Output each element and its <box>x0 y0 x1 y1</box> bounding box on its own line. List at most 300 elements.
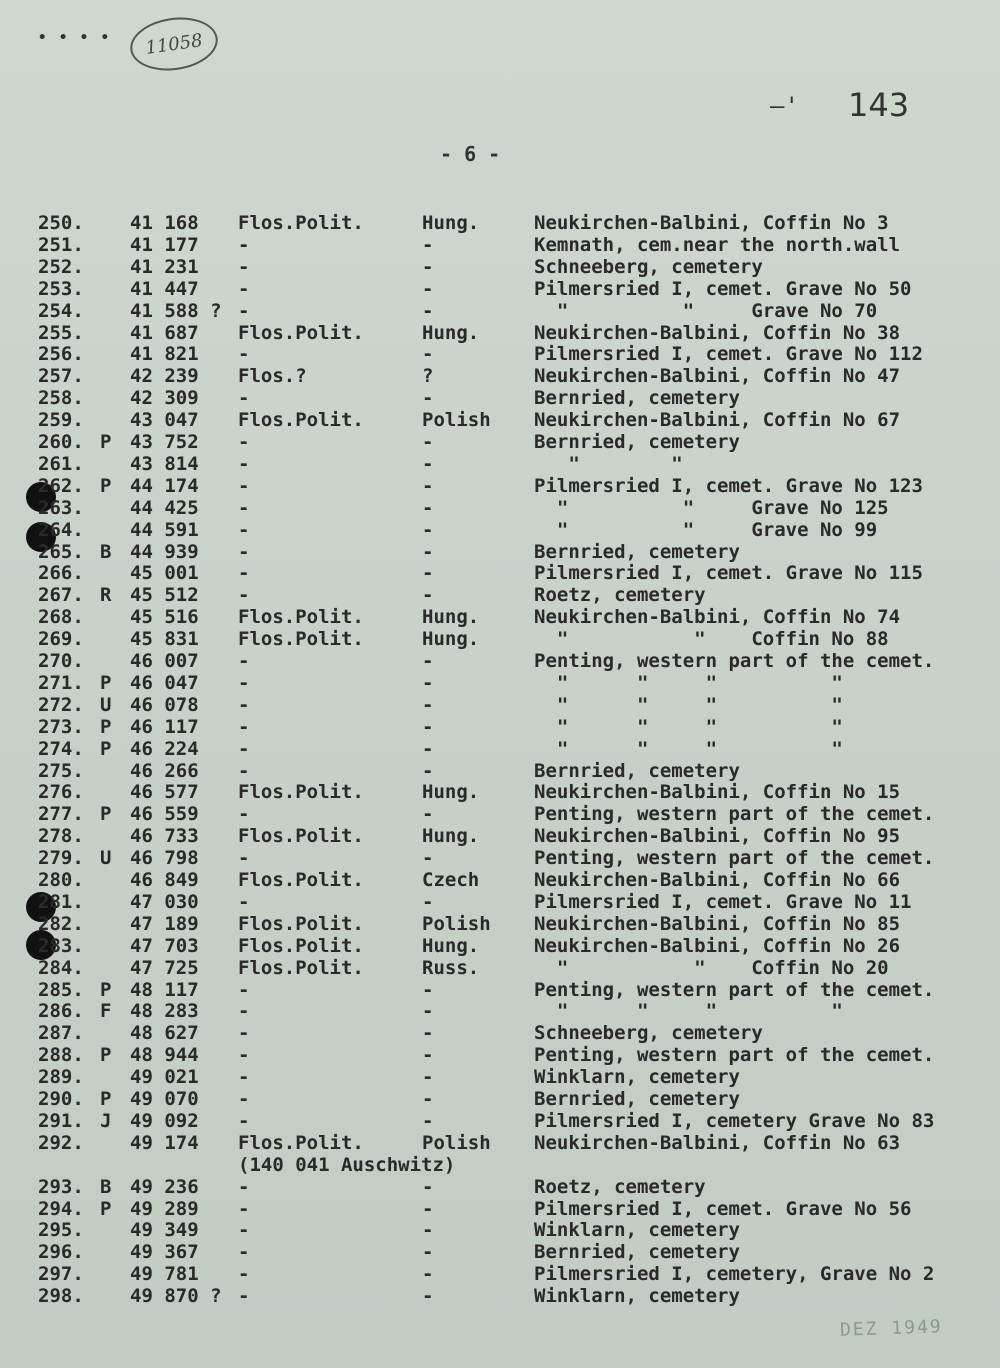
category: - <box>238 387 250 410</box>
record-number: 260. <box>38 431 84 453</box>
prefix-letter: P <box>100 431 112 453</box>
category: Flos.Polit. <box>238 956 364 979</box>
prisoner-number: 46 007 <box>130 650 199 672</box>
prisoner-number: 49 367 <box>130 1241 199 1264</box>
record-number: 295. <box>38 1219 84 1242</box>
list-item <box>0 1110 1000 1132</box>
prisoner-number: 44 425 <box>130 496 199 519</box>
prefix-letter: P <box>100 737 112 760</box>
category: - <box>238 299 250 322</box>
dash-mark: –' <box>770 92 799 120</box>
prisoner-number: 41 168 <box>130 212 199 234</box>
prisoner-number: 45 831 <box>130 628 199 651</box>
list-item <box>0 606 1000 628</box>
category: Flos.Polit. <box>238 781 364 804</box>
category: Flos.Polit. <box>238 912 364 935</box>
nationality: - <box>422 978 434 1001</box>
nationality: - <box>422 452 434 475</box>
list-item <box>0 562 1000 584</box>
category: Flos.Polit. <box>238 409 364 432</box>
nationality: Hung. <box>422 825 480 848</box>
record-number: 262. <box>38 474 84 497</box>
list-item <box>0 1132 1000 1154</box>
nationality: - <box>422 496 434 519</box>
record-number: 263. <box>38 496 84 519</box>
category: - <box>238 1263 250 1286</box>
burial-location: Penting, western part of the cemet. <box>534 803 935 826</box>
prisoner-number: 41 821 <box>130 343 199 366</box>
prisoner-number: 49 781 <box>130 1263 199 1286</box>
burial-location: Penting, western part of the cemet. <box>534 1044 935 1067</box>
category: - <box>238 1066 250 1089</box>
category: - <box>238 650 250 672</box>
record-number: 258. <box>38 387 84 410</box>
list-item <box>0 803 1000 825</box>
category: - <box>238 1109 250 1132</box>
list-item <box>0 1263 1000 1285</box>
list-item <box>0 935 1000 957</box>
list-item <box>0 322 1000 344</box>
record-number: 272. <box>38 693 84 716</box>
prisoner-number: 42 239 <box>130 365 199 388</box>
prisoner-number: 49 070 <box>130 1088 199 1110</box>
prisoner-number: 41 447 <box>130 277 199 300</box>
burial-location: " " " " <box>534 715 843 738</box>
burial-location: Bernried, cemetery <box>534 1088 740 1110</box>
burial-location: " " " " <box>534 737 843 760</box>
list-item <box>0 650 1000 672</box>
nationality: Russ. <box>422 956 480 979</box>
category: Flos.Polit. <box>238 825 364 848</box>
burial-location: Pilmersried I, cemetery Grave No 83 <box>534 1109 935 1132</box>
page-subnumber: - 6 - <box>440 142 501 166</box>
burial-location: " " Grave No 125 <box>534 496 889 519</box>
record-number: 292. <box>38 1131 84 1154</box>
category: - <box>238 474 250 497</box>
prisoner-number: 48 944 <box>130 1044 199 1067</box>
category: - <box>238 1219 250 1242</box>
burial-location: Bernried, cemetery <box>534 431 740 453</box>
archive-number-stamp: 11058 <box>127 12 221 76</box>
prisoner-number: 44 174 <box>130 474 199 497</box>
record-number: 264. <box>38 518 84 541</box>
list-item <box>0 1000 1000 1022</box>
category: - <box>238 737 250 760</box>
list-item <box>0 869 1000 891</box>
prefix-letter: B <box>100 1175 112 1198</box>
record-number: 252. <box>38 255 84 278</box>
nationality: Hung. <box>422 212 480 234</box>
record-number: 296. <box>38 1241 84 1264</box>
record-number: 291. <box>38 1109 84 1132</box>
nationality: Hung. <box>422 934 480 957</box>
list-item <box>0 738 1000 760</box>
list-item <box>0 584 1000 606</box>
record-number: 259. <box>38 409 84 432</box>
record-number: 267. <box>38 584 84 607</box>
nationality: Hung. <box>422 606 480 629</box>
prefix-letter: P <box>100 978 112 1001</box>
nationality: Hung. <box>422 781 480 804</box>
burial-location: Neukirchen-Balbini, Coffin No 63 <box>534 1131 901 1154</box>
record-number: 279. <box>38 847 84 870</box>
list-item <box>0 431 1000 453</box>
prisoner-number: 41 588 ? <box>130 299 222 322</box>
category: - <box>238 759 250 782</box>
category: - <box>238 803 250 826</box>
burial-location: Neukirchen-Balbini, Coffin No 38 <box>534 321 901 344</box>
list-item <box>0 278 1000 300</box>
nationality: - <box>422 584 434 607</box>
record-number: 289. <box>38 1066 84 1089</box>
nationality: - <box>422 890 434 913</box>
burial-location: " " <box>534 452 683 475</box>
burial-location: " " " " <box>534 671 843 694</box>
prisoner-number: 41 231 <box>130 255 199 278</box>
burial-location: Neukirchen-Balbini, Coffin No 15 <box>534 781 901 804</box>
list-item <box>0 497 1000 519</box>
category: - <box>238 452 250 475</box>
prisoner-number: 45 512 <box>130 584 199 607</box>
prisoner-number: 45 516 <box>130 606 199 629</box>
nationality: ? <box>422 365 434 388</box>
prisoner-number: 46 266 <box>130 759 199 782</box>
list-item <box>0 234 1000 256</box>
prisoner-number: 41 687 <box>130 321 199 344</box>
prisoner-number: 49 289 <box>130 1197 199 1220</box>
date-stamp: DEZ 1949 <box>839 1316 944 1341</box>
prisoner-number: 42 309 <box>130 387 199 410</box>
record-number: 268. <box>38 606 84 629</box>
nationality: - <box>422 1285 434 1308</box>
prefix-letter: P <box>100 671 112 694</box>
record-number: 255. <box>38 321 84 344</box>
category: Flos.Polit. <box>238 321 364 344</box>
burial-location: Pilmersried I, cemet. Grave No 123 <box>534 474 923 497</box>
nationality: - <box>422 1175 434 1198</box>
category: Flos.? <box>238 365 307 388</box>
nationality: - <box>422 759 434 782</box>
record-number: 282. <box>38 912 84 935</box>
record-number: 283. <box>38 934 84 957</box>
burial-location: Neukirchen-Balbini, Coffin No 66 <box>534 869 901 891</box>
prefix-letter: P <box>100 1044 112 1067</box>
list-item <box>0 716 1000 738</box>
prisoner-number: 49 174 <box>130 1131 199 1154</box>
nationality: - <box>422 431 434 453</box>
list-item <box>0 1285 1000 1307</box>
list-item <box>0 256 1000 278</box>
record-number: 277. <box>38 803 84 826</box>
record-number: 276. <box>38 781 84 804</box>
category: - <box>238 1088 250 1110</box>
burial-location: " " Grave No 70 <box>534 299 878 322</box>
burial-location: " " " " <box>534 693 843 716</box>
record-number: 288. <box>38 1044 84 1067</box>
corner-dots: • • • • <box>38 30 112 46</box>
nationality: Polish <box>422 1131 491 1154</box>
category: Flos.Polit. <box>238 212 364 234</box>
burial-location: Winklarn, cemetery <box>534 1219 740 1242</box>
category: - <box>238 343 250 366</box>
list-item <box>0 694 1000 716</box>
category: Flos.Polit. <box>238 1131 364 1154</box>
prefix-letter: P <box>100 474 112 497</box>
list-item <box>0 1176 1000 1198</box>
prefix-letter: F <box>100 1000 112 1023</box>
list-item <box>0 300 1000 322</box>
nationality: Polish <box>422 409 491 432</box>
prisoner-number: 49 021 <box>130 1066 199 1089</box>
burial-location: Penting, western part of the cemet. <box>534 978 935 1001</box>
category: - <box>238 1175 250 1198</box>
burial-location: " " Grave No 99 <box>534 518 878 541</box>
nationality: - <box>422 277 434 300</box>
record-number: 293. <box>38 1175 84 1198</box>
category: - <box>238 890 250 913</box>
list-item <box>0 825 1000 847</box>
list-item <box>0 1198 1000 1220</box>
nationality: - <box>422 474 434 497</box>
list-item <box>0 891 1000 913</box>
prisoner-number: 43 047 <box>130 409 199 432</box>
list-item <box>0 760 1000 782</box>
category: - <box>238 562 250 585</box>
record-number: 298. <box>38 1285 84 1308</box>
prisoner-number: 47 725 <box>130 956 199 979</box>
list-item <box>0 913 1000 935</box>
burial-location: Pilmersried I, cemet. Grave No 115 <box>534 562 923 585</box>
list-item <box>0 1219 1000 1241</box>
nationality: - <box>422 693 434 716</box>
list-item <box>0 453 1000 475</box>
prisoner-number: 48 627 <box>130 1022 199 1045</box>
category: - <box>238 233 250 256</box>
prisoner-number: 44 591 <box>130 518 199 541</box>
burial-location: Kemnath, cem.near the north.wall <box>534 233 901 256</box>
record-number: 284. <box>38 956 84 979</box>
burial-location: " " Coffin No 20 <box>534 956 889 979</box>
nationality: - <box>422 847 434 870</box>
nationality: - <box>422 803 434 826</box>
nationality: - <box>422 343 434 366</box>
category: - <box>238 671 250 694</box>
list-item <box>0 365 1000 387</box>
prisoner-number: 49 092 <box>130 1109 199 1132</box>
burial-location: Bernried, cemetery <box>534 540 740 563</box>
record-number: 290. <box>38 1088 84 1110</box>
prefix-letter: U <box>100 693 112 716</box>
burial-location: " " " " <box>534 1000 843 1023</box>
prisoner-number: 46 559 <box>130 803 199 826</box>
category: - <box>238 847 250 870</box>
burial-location: Bernried, cemetery <box>534 759 740 782</box>
nationality: Hung. <box>422 628 480 651</box>
category: - <box>238 584 250 607</box>
category: - <box>238 1022 250 1045</box>
category: - <box>238 693 250 716</box>
nationality: - <box>422 387 434 410</box>
category: - <box>238 1285 250 1308</box>
nationality: - <box>422 1044 434 1067</box>
prisoner-number: 49 870 ? <box>130 1285 222 1308</box>
prisoner-number: 46 078 <box>130 693 199 716</box>
record-number: 271. <box>38 671 84 694</box>
nationality: - <box>422 1219 434 1242</box>
nationality: - <box>422 299 434 322</box>
record-number: 275. <box>38 759 84 782</box>
nationality: - <box>422 1088 434 1110</box>
prisoner-number: 49 236 <box>130 1175 199 1198</box>
prisoner-number: 46 798 <box>130 847 199 870</box>
list-item <box>0 519 1000 541</box>
prisoner-number: 46 117 <box>130 715 199 738</box>
burial-location: Neukirchen-Balbini, Coffin No 67 <box>534 409 901 432</box>
burial-location: Winklarn, cemetery <box>534 1285 740 1308</box>
prisoner-number: 45 001 <box>130 562 199 585</box>
category: - <box>238 978 250 1001</box>
record-number: 294. <box>38 1197 84 1220</box>
prefix-letter: J <box>100 1109 112 1132</box>
category: Flos.Polit. <box>238 869 364 891</box>
prefix-letter: P <box>100 715 112 738</box>
nationality: - <box>422 540 434 563</box>
category: - <box>238 1197 250 1220</box>
record-number: 265. <box>38 540 84 563</box>
burial-location: Neukirchen-Balbini, Coffin No 74 <box>534 606 901 629</box>
list-item <box>0 847 1000 869</box>
prefix-letter: U <box>100 847 112 870</box>
nationality: Czech <box>422 869 480 891</box>
burial-location: Pilmersried I, cemet. Grave No 112 <box>534 343 923 366</box>
nationality: - <box>422 737 434 760</box>
category: - <box>238 277 250 300</box>
list-item <box>0 1154 1000 1176</box>
list-item <box>0 1241 1000 1263</box>
prisoner-number: 46 733 <box>130 825 199 848</box>
prefix-letter: P <box>100 803 112 826</box>
nationality: - <box>422 518 434 541</box>
record-number: 287. <box>38 1022 84 1045</box>
burial-location: Pilmersried I, cemetery, Grave No 2 <box>534 1263 935 1286</box>
prisoner-number: 48 283 <box>130 1000 199 1023</box>
burial-location: Neukirchen-Balbini, Coffin No 95 <box>534 825 901 848</box>
list-item <box>0 957 1000 979</box>
nationality: Polish <box>422 912 491 935</box>
list-item <box>0 387 1000 409</box>
nationality: - <box>422 1022 434 1045</box>
prisoner-number: 48 117 <box>130 978 199 1001</box>
prefix-letter: B <box>100 540 112 563</box>
category: Flos.Polit. <box>238 628 364 651</box>
page-number: 143 <box>848 86 910 124</box>
burial-location: Pilmersried I, cemet. Grave No 56 <box>534 1197 912 1220</box>
burial-location: Penting, western part of the cemet. <box>534 650 935 672</box>
record-number: 281. <box>38 890 84 913</box>
list-item <box>0 1022 1000 1044</box>
category: - <box>238 496 250 519</box>
nationality: - <box>422 1241 434 1264</box>
prisoner-number: 43 814 <box>130 452 199 475</box>
prisoner-number: 47 030 <box>130 890 199 913</box>
record-number: 253. <box>38 277 84 300</box>
list-item <box>0 672 1000 694</box>
burial-location: Pilmersried I, cemet. Grave No 11 <box>534 890 912 913</box>
record-number: 297. <box>38 1263 84 1286</box>
record-number: 278. <box>38 825 84 848</box>
burial-location: Bernried, cemetery <box>534 1241 740 1264</box>
record-number: 250. <box>38 212 84 234</box>
burial-location: Neukirchen-Balbini, Coffin No 3 <box>534 212 889 234</box>
prefix-letter: P <box>100 1197 112 1220</box>
list-item <box>0 212 1000 234</box>
category: - <box>238 255 250 278</box>
burial-location: Winklarn, cemetery <box>534 1066 740 1089</box>
burial-location: Roetz, cemetery <box>534 584 706 607</box>
category: - <box>238 715 250 738</box>
prefix-letter: R <box>100 584 112 607</box>
list-item <box>0 1066 1000 1088</box>
record-number: 269. <box>38 628 84 651</box>
list-item <box>0 343 1000 365</box>
prisoner-number: 46 849 <box>130 869 199 891</box>
prisoner-number: 46 577 <box>130 781 199 804</box>
list-item <box>0 1044 1000 1066</box>
category: - <box>238 1044 250 1067</box>
record-number: 266. <box>38 562 84 585</box>
burial-location: " " Coffin No 88 <box>534 628 889 651</box>
list-item <box>0 541 1000 563</box>
list-item <box>0 628 1000 650</box>
category: Flos.Polit. <box>238 934 364 957</box>
prisoner-number: 47 703 <box>130 934 199 957</box>
record-number: 257. <box>38 365 84 388</box>
nationality: - <box>422 1000 434 1023</box>
record-number: 274. <box>38 737 84 760</box>
nationality: - <box>422 671 434 694</box>
record-number: 256. <box>38 343 84 366</box>
burial-location: Neukirchen-Balbini, Coffin No 47 <box>534 365 901 388</box>
nationality: - <box>422 1066 434 1089</box>
list-item <box>0 475 1000 497</box>
category: - <box>238 431 250 453</box>
record-number: 270. <box>38 650 84 672</box>
category: - <box>238 540 250 563</box>
category: - <box>238 1241 250 1264</box>
record-number: 285. <box>38 978 84 1001</box>
prisoner-number: 44 939 <box>130 540 199 563</box>
record-number: 273. <box>38 715 84 738</box>
prefix-letter: P <box>100 1088 112 1110</box>
list-item <box>0 979 1000 1001</box>
list-item <box>0 409 1000 431</box>
burial-location: Bernried, cemetery <box>534 387 740 410</box>
nationality: - <box>422 1197 434 1220</box>
category: - <box>238 518 250 541</box>
record-number: 261. <box>38 452 84 475</box>
record-number: 286. <box>38 1000 84 1023</box>
prisoner-number: 47 189 <box>130 912 199 935</box>
record-number: 251. <box>38 233 84 256</box>
nationality: - <box>422 715 434 738</box>
nationality: - <box>422 650 434 672</box>
category: Flos.Polit. <box>238 606 364 629</box>
nationality: - <box>422 562 434 585</box>
nationality: Hung. <box>422 321 480 344</box>
burial-location: Roetz, cemetery <box>534 1175 706 1198</box>
burial-location: Schneeberg, cemetery <box>534 255 763 278</box>
list-item <box>0 781 1000 803</box>
